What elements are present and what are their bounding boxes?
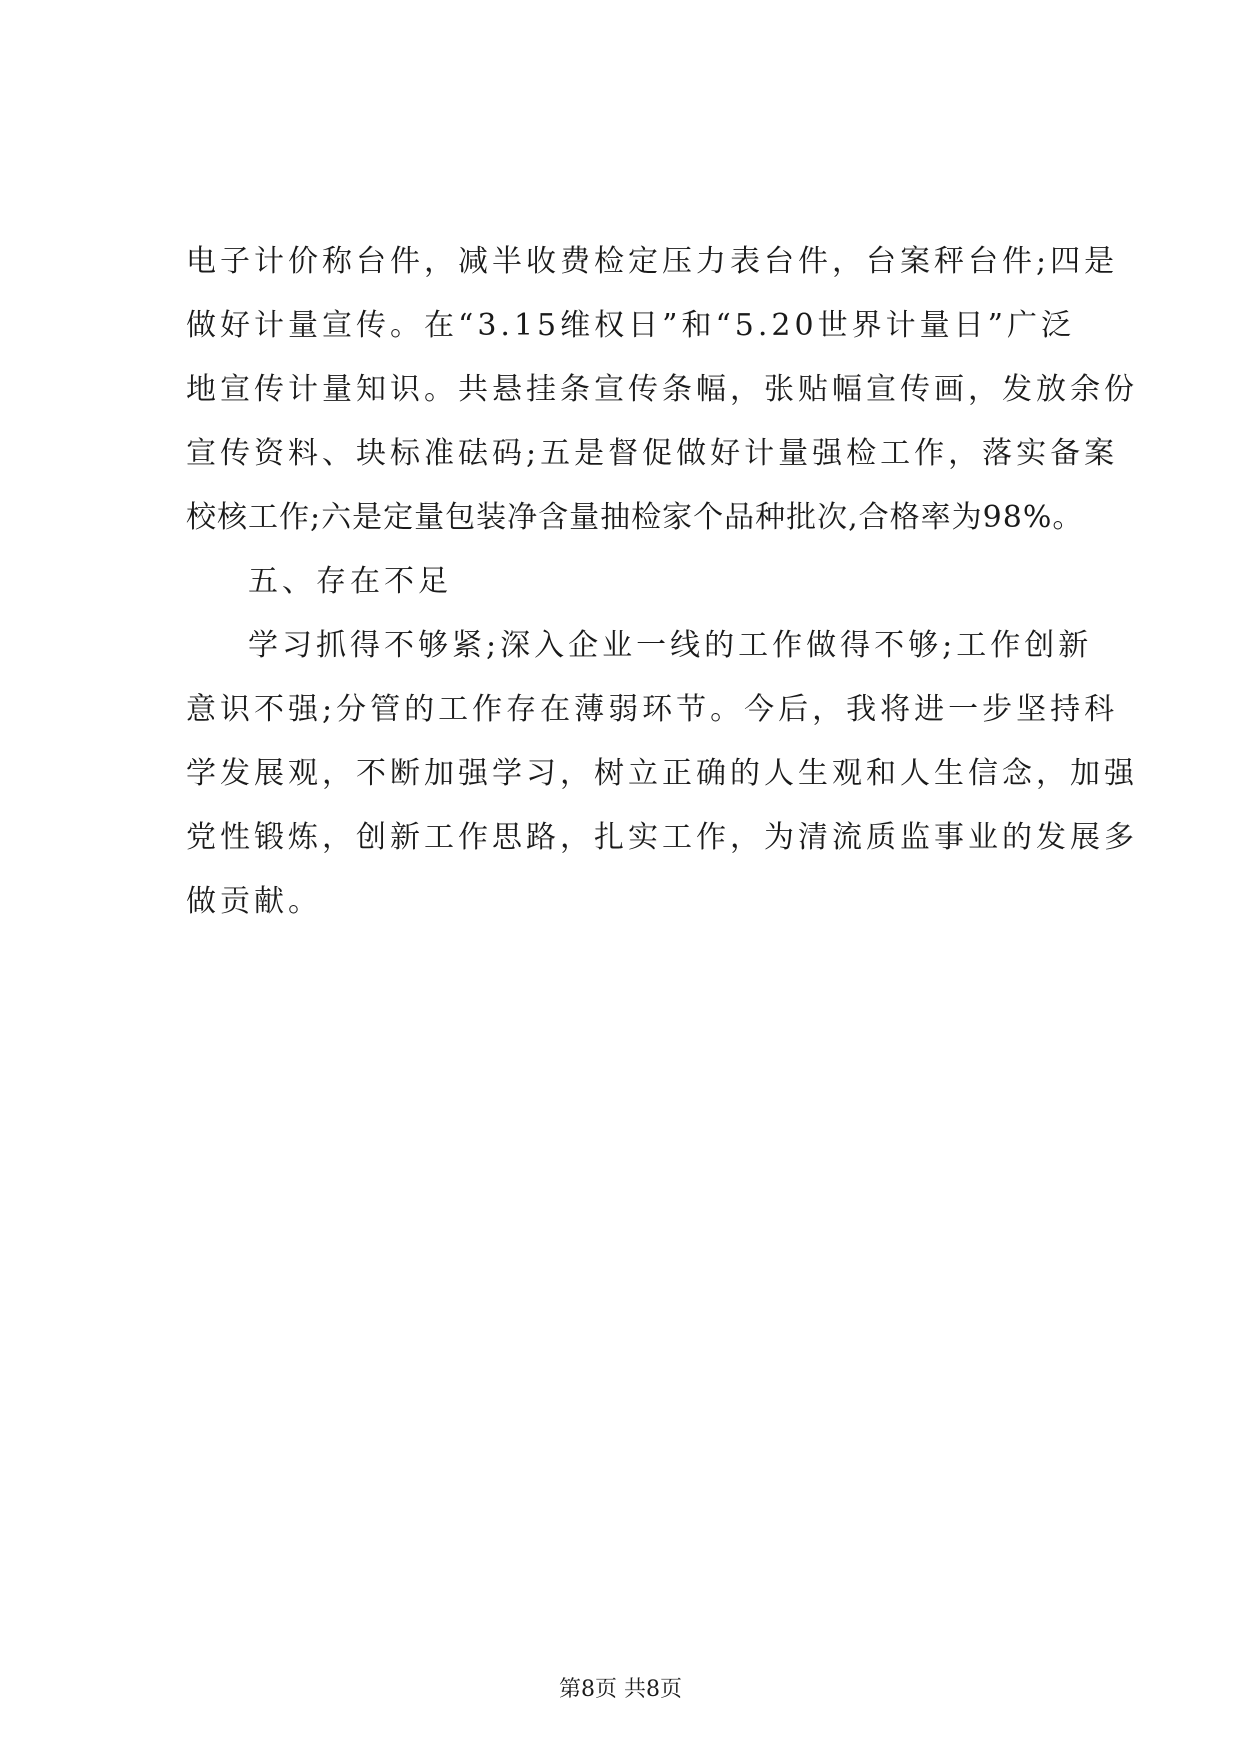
document-body — [186, 230, 1138, 934]
paragraph-line: 电子计价称台件，减半收费检定压力表台件，台案秤台件;四是 — [186, 244, 1119, 279]
page-number: 第8页 共8页 — [559, 1677, 682, 1702]
paragraph-line: 意识不强;分管的工作存在薄弱环节。今后，我将进一步坚持科 — [186, 692, 1119, 727]
section-heading: 五、存在不足 — [248, 564, 452, 599]
paragraph-line: 学发展观，不断加强学习，树立正确的人生观和人生信念，加强 — [186, 756, 1138, 791]
paragraph-line: 校核工作;六是定量包装净含量抽检家个品种批次,合格率为98%。 — [186, 500, 1084, 535]
paragraph-line: 学习抓得不够紧;深入企业一线的工作做得不够;工作创新 — [248, 628, 1093, 663]
paragraph-line: 做好计量宣传。在“3.15维权日”和“5.20世界计量日”广泛 — [186, 308, 1075, 343]
paragraph-line: 党性锻炼，创新工作思路，扎实工作，为清流质监事业的发展多 — [186, 820, 1138, 855]
paragraph-line: 做贡献。 — [186, 884, 322, 919]
paragraph-line: 宣传资料、块标准砝码;五是督促做好计量强检工作，落实备案 — [186, 436, 1119, 471]
paragraph-line: 地宣传计量知识。共悬挂条宣传条幅，张贴幅宣传画，发放余份 — [186, 372, 1138, 407]
